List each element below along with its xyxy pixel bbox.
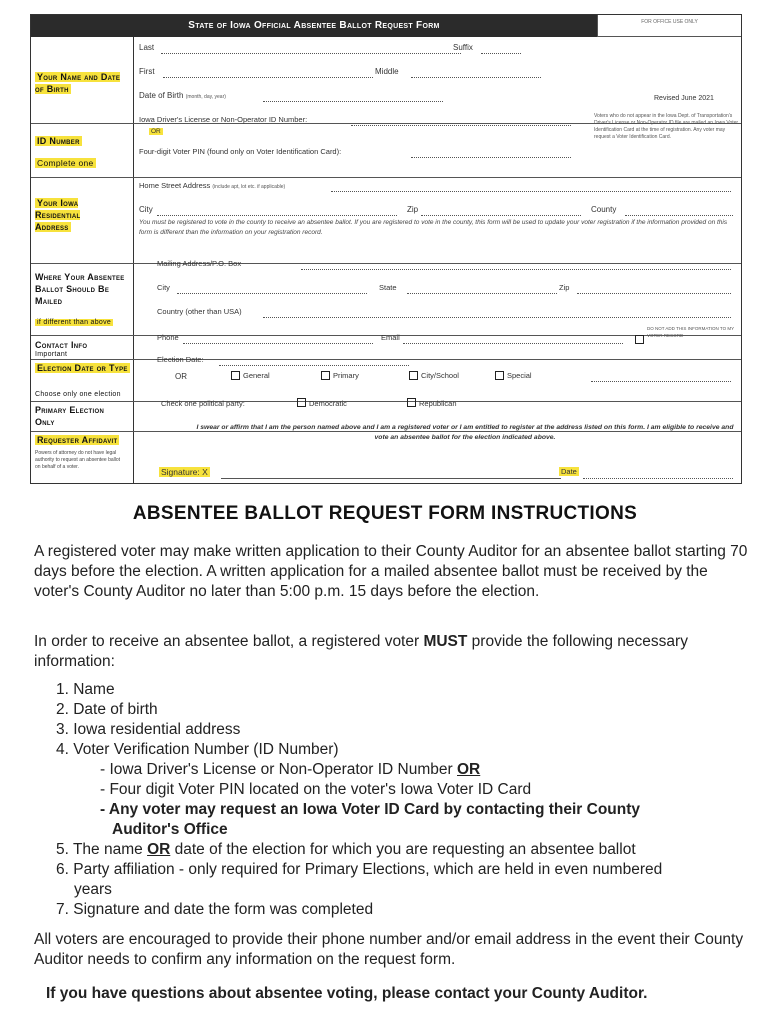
item-request-card: - Any voter may request an Iowa Voter ID Card by contacting their County <box>100 801 641 818</box>
section-primary: Primary Election Only <box>35 405 105 427</box>
no-add-label: DO NOT ADD THIS INFORMATION TO MY VOTER RECORD <box>647 326 735 338</box>
instructions-intro: A registered voter may make written application to their County Auditor for an absentee ballot starting 70 days before the election. A written application for a mailed absentee ballot must be received by the voter's County Auditor no later than 5:00 p.m. 15 days before the election. <box>34 543 748 600</box>
democratic-checkbox[interactable] <box>297 398 306 407</box>
mail-zip-label: Zip <box>559 283 570 292</box>
city-label: City <box>139 205 153 214</box>
county-note: You must be registered to vote in the county to receive an absentee ballot. If you are registered to vote in the county, this form will be used to update your voter registration if the information provided on this form is different than the information on your registration record. <box>139 219 728 236</box>
mailing-label: Mailing Address/P.O. Box <box>157 259 242 268</box>
date-input[interactable] <box>583 478 733 479</box>
pin-input[interactable] <box>411 157 571 158</box>
email-input[interactable] <box>403 343 623 344</box>
country-label: Country (other than USA) <box>157 307 242 316</box>
item-signature: 7. Signature and date the form was completed <box>56 901 374 918</box>
suffix-input[interactable] <box>481 53 521 54</box>
instructions-must: In order to receive an absentee ballot, a registered voter MUST provide the following necessary information: <box>34 633 688 670</box>
item-dl: - Iowa Driver's License or Non-Operator ID Number OR <box>100 761 481 778</box>
item-dob: 2. Date of birth <box>56 701 158 718</box>
office-use-box: FOR OFFICE USE ONLY <box>597 15 741 37</box>
item-party-2: years <box>74 881 112 898</box>
middle-name-label: Middle <box>375 67 399 76</box>
phone-input[interactable] <box>183 343 373 344</box>
dl-input[interactable] <box>351 125 571 126</box>
mail-state-input[interactable] <box>407 293 557 294</box>
county-label: County <box>591 205 617 214</box>
section-election-sub: Choose only one election <box>35 391 121 398</box>
election-or: OR <box>175 372 187 381</box>
signature-label: Signature: X <box>161 467 208 477</box>
street-label: Home Street Address (include apt, lot etc. if applicable) <box>139 181 286 190</box>
instructions-heading: ABSENTEE BALLOT REQUEST FORM INSTRUCTIONS <box>132 503 638 524</box>
zip-label: Zip <box>407 205 419 214</box>
item-pin: - Four digit Voter PIN located on the voter's Iowa Voter ID Card <box>100 781 532 798</box>
form-title: State of Iowa Official Absentee Ballot Request Form <box>31 15 597 37</box>
email-label: Email <box>381 333 400 342</box>
pin-label: Four-digit Voter PIN (found only on Voter Identification Card): <box>139 147 342 156</box>
election-date-input[interactable] <box>219 365 409 366</box>
county-input[interactable] <box>625 215 733 216</box>
country-input[interactable] <box>263 317 731 318</box>
republican-checkbox[interactable] <box>407 398 416 407</box>
section-mailing: Where Your Absentee Ballot Should Be Mailed <box>35 272 125 306</box>
signature-input[interactable] <box>221 478 561 479</box>
general-label: General <box>243 371 270 380</box>
absentee-request-form <box>30 14 742 484</box>
item-party: 6. Party affiliation - only required for Primary Elections, which are held in even numbered <box>56 861 663 878</box>
last-name-label: Last <box>139 43 155 52</box>
item-election: 5. The name OR date of the election for which you are requesting an absentee ballot <box>56 841 636 858</box>
item-request-card-2: Auditor's Office <box>112 821 228 838</box>
section-contact: Contact Info <box>35 340 88 350</box>
mail-city-label: City <box>157 283 170 292</box>
election-date-label: Election Date: <box>157 355 204 364</box>
item-voter-id: 4. Voter Verification Number (ID Number) <box>56 741 339 758</box>
primary-label: Primary <box>333 371 359 380</box>
section-mailing-sub: if different than above <box>37 319 112 326</box>
mail-city-input[interactable] <box>177 293 367 294</box>
section-label-column <box>31 37 134 483</box>
id-note: Voters who do not appear in the Iowa Dept. of Transportation's Driver's License or Non-Operator ID file are mailed an Iowa Voter Identification Card at the time of registration. Any voter may request a Voter Identification Card. <box>594 113 739 140</box>
affidavit-text: I swear or affirm that I am the person named above and I am a registered voter or I am entitled to register at the address listed on this form. I am eligible to receive and vote an absentee ballot for the election indicated above. <box>196 424 734 441</box>
special-label: Special <box>507 371 532 380</box>
instructions-questions: If you have questions about absentee voting, please contact your County Auditor. <box>46 985 648 1002</box>
section-affidavit: Requester Affidavit <box>37 435 118 445</box>
section-election: Election Date or Type <box>37 363 128 373</box>
poa-note: Powers of attorney do not have legal authority to request an absentee ballot on behalf of a voter. <box>35 450 121 470</box>
section-id-sub: Complete one <box>37 158 94 168</box>
democratic-label: Democratic <box>309 399 347 408</box>
city-school-label: City/School <box>421 371 459 380</box>
dl-label: Iowa Driver's License or Non-Operator ID Number: <box>139 115 308 124</box>
zip-input[interactable] <box>421 215 581 216</box>
section-name-dob: Your Name and Date of Birth <box>35 72 121 94</box>
city-input[interactable] <box>157 215 397 216</box>
city-school-checkbox[interactable] <box>409 371 418 380</box>
special-input[interactable] <box>591 381 731 382</box>
revised-date: Revised June 2021 <box>654 95 714 102</box>
republican-label: Republican <box>419 399 457 408</box>
section-address: Your Iowa Residential Address <box>35 198 81 232</box>
mail-zip-input[interactable] <box>577 293 731 294</box>
party-label: Check one political party: <box>161 399 245 408</box>
instructions-contact: All voters are encouraged to provide their phone number and/or email address in the event their County Auditor needs to confirm any information on the request form. <box>34 931 744 968</box>
mailing-input[interactable] <box>301 269 731 270</box>
general-checkbox[interactable] <box>231 371 240 380</box>
special-checkbox[interactable] <box>495 371 504 380</box>
dob-label: Date of Birth (month, day, year) <box>139 91 226 100</box>
section-contact-sub: Important <box>35 351 68 358</box>
primary-checkbox[interactable] <box>321 371 330 380</box>
mail-state-label: State <box>379 283 397 292</box>
no-add-checkbox[interactable] <box>635 335 644 344</box>
dob-input[interactable] <box>263 101 443 102</box>
item-address: 3. Iowa residential address <box>56 721 241 738</box>
section-id-number: ID Number <box>37 136 80 146</box>
first-name-input[interactable] <box>163 77 373 78</box>
first-name-label: First <box>139 67 155 76</box>
last-name-input[interactable] <box>161 53 461 54</box>
date-label: Date <box>561 467 577 476</box>
suffix-label: Suffix <box>453 43 473 52</box>
middle-name-input[interactable] <box>411 77 541 78</box>
phone-label: Phone <box>157 333 179 342</box>
id-or-label: OR <box>151 128 161 135</box>
item-name: 1. Name <box>56 681 115 698</box>
street-input[interactable] <box>331 191 731 192</box>
